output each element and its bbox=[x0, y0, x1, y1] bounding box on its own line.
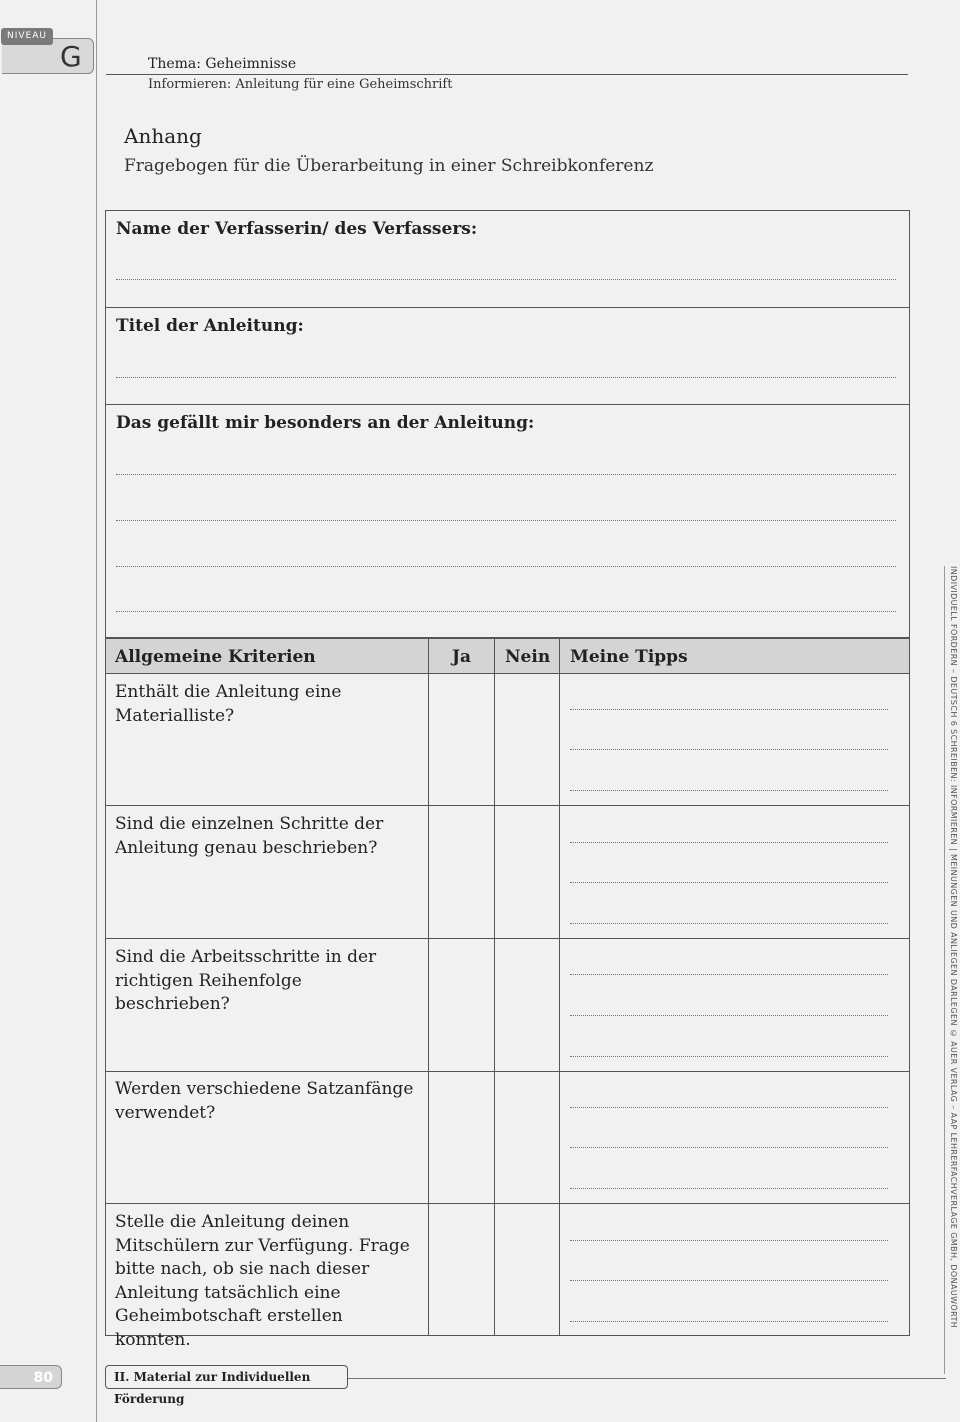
section-title: Anhang bbox=[124, 124, 202, 148]
form-divider bbox=[106, 404, 909, 406]
title-write-line[interactable] bbox=[116, 377, 896, 378]
column-divider bbox=[494, 639, 495, 1335]
likes-label: Das gefällt mir besonders an der Anleitung: bbox=[116, 413, 535, 433]
criterion-question: Sind die einzelnen Schritte der Anleitung genau beschrieben? bbox=[115, 814, 384, 858]
header-criteria: Allgemeine Kriterien bbox=[115, 647, 316, 667]
header-tips: Meine Tipps bbox=[570, 647, 688, 667]
tip-write-line[interactable] bbox=[570, 1015, 888, 1016]
tip-write-line[interactable] bbox=[570, 842, 888, 843]
form-divider bbox=[106, 307, 909, 309]
row-divider bbox=[106, 1071, 909, 1072]
criterion-question: Enthält die Anleitung eine Materialliste? bbox=[115, 682, 342, 726]
footer-rule bbox=[348, 1378, 946, 1379]
likes-write-line[interactable] bbox=[116, 566, 896, 567]
topic-subtitle: Informieren: Anleitung für eine Geheimschrift bbox=[148, 77, 453, 92]
row-divider bbox=[106, 938, 909, 939]
topic-title: Thema: Geheimnisse bbox=[148, 56, 297, 72]
tip-write-line[interactable] bbox=[570, 1240, 888, 1241]
author-write-line[interactable] bbox=[116, 279, 896, 280]
copyright-sidebar: INDIVIDUELL FÖRDERN – DEUTSCH 6 SCHREIBEN: INFORMIEREN | MEINUNGEN UND ANLIEGEN DARLEGEN © AUER VERLAG – AAP LEHRERFACHVERLAGE GMBH, DONAUWÖRTH bbox=[949, 566, 958, 1329]
likes-write-line[interactable] bbox=[116, 474, 896, 475]
tip-write-line[interactable] bbox=[570, 1280, 888, 1281]
criteria-table bbox=[105, 638, 910, 1350]
criterion-question: Sind die Arbeitsschritte in der richtigen Reihenfolge beschrieben? bbox=[115, 947, 377, 1014]
tip-write-line[interactable] bbox=[570, 1107, 888, 1108]
page-number: 80 bbox=[0, 1365, 62, 1389]
author-label: Name der Verfasserin/ des Verfassers: bbox=[116, 219, 478, 239]
tip-write-line[interactable] bbox=[570, 974, 888, 975]
tip-write-line[interactable] bbox=[570, 1147, 888, 1148]
niveau-label: NIVEAU bbox=[1, 28, 53, 45]
tip-write-line[interactable] bbox=[570, 882, 888, 883]
criterion-question: Werden verschiedene Satzanfänge verwendet? bbox=[115, 1079, 414, 1123]
column-divider bbox=[428, 639, 429, 1335]
likes-write-line[interactable] bbox=[116, 520, 896, 521]
header-no: Nein bbox=[505, 647, 551, 667]
tip-write-line[interactable] bbox=[570, 1321, 888, 1322]
criterion-question: Stelle die Anleitung deinen Mitschülern zur Verfügung. Frage bitte nach, ob sie nach dieser Anleitung tatsächlich eine Geheimbotschaft erstellen konnten. bbox=[115, 1212, 410, 1350]
header-rule bbox=[106, 74, 908, 75]
section-subtitle: Fragebogen für die Überarbeitung in einer Schreibkonferenz bbox=[124, 156, 654, 176]
level-letter: G bbox=[60, 40, 82, 73]
column-divider bbox=[559, 639, 560, 1335]
header-yes: Ja bbox=[452, 647, 472, 667]
info-form bbox=[105, 210, 910, 638]
tip-write-line[interactable] bbox=[570, 1056, 888, 1057]
title-label: Titel der Anleitung: bbox=[116, 316, 304, 336]
likes-write-line[interactable] bbox=[116, 611, 896, 612]
row-divider bbox=[106, 805, 909, 806]
row-divider bbox=[106, 1203, 909, 1204]
tip-write-line[interactable] bbox=[570, 749, 888, 750]
tip-write-line[interactable] bbox=[570, 790, 888, 791]
margin-line bbox=[96, 0, 97, 1422]
tip-write-line[interactable] bbox=[570, 1188, 888, 1189]
tip-write-line[interactable] bbox=[570, 923, 888, 924]
tip-write-line[interactable] bbox=[570, 709, 888, 710]
chapter-label: II. Material zur Individuellen Förderung bbox=[105, 1365, 348, 1389]
